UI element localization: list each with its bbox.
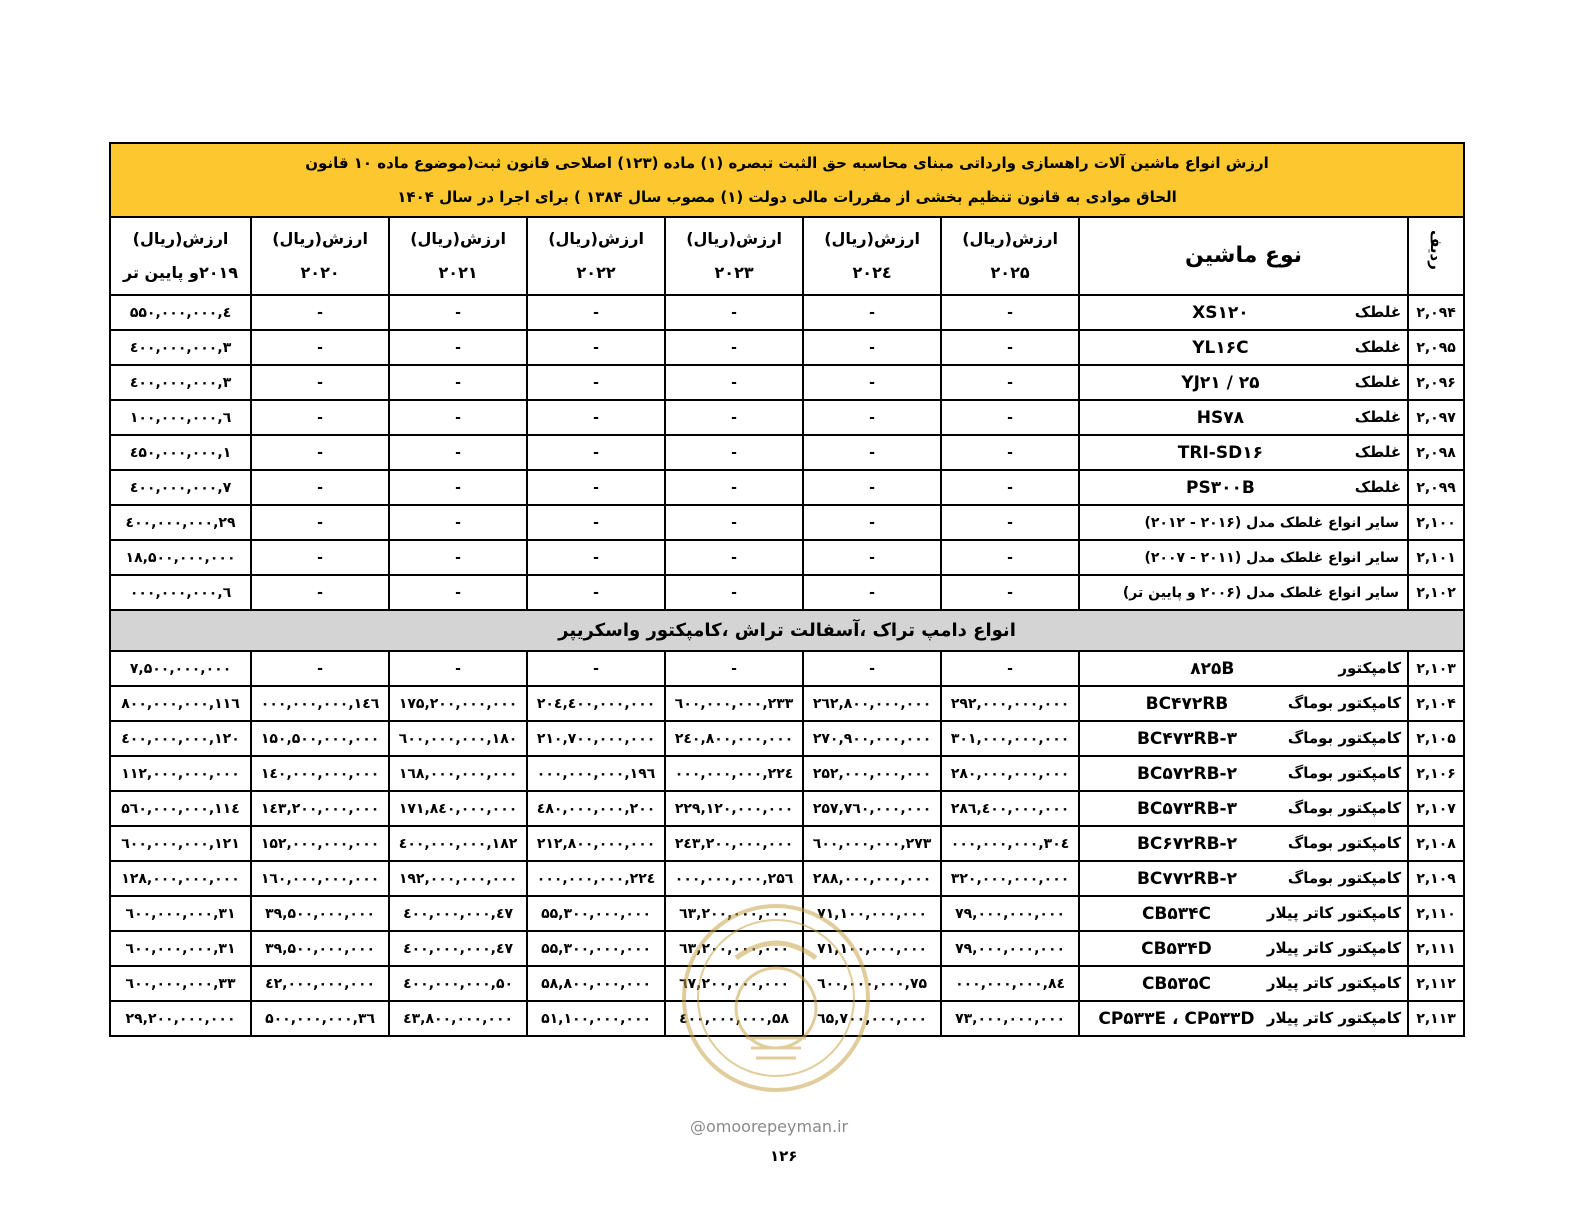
value-cell: - [941, 295, 1079, 330]
machine-cell [1079, 400, 1408, 435]
value-cell: - [389, 400, 527, 435]
header-year-2020: ارزش(ریال) ۲۰۲۰ [251, 217, 389, 295]
machine-model: CB۵۳۴D [1141, 938, 1212, 959]
value-cell: ٦۳,۲۰۰,۰۰۰,۰۰۰ [665, 896, 803, 931]
value-cell: - [665, 575, 803, 610]
value-cell: ٦۷,۲۰۰,۰۰۰,۰۰۰ [665, 966, 803, 1001]
machine-type: غلطک [1354, 477, 1402, 496]
value-cell: - [665, 295, 803, 330]
machine-model: BC۷۷۲RB-۲ [1136, 868, 1237, 889]
table-row [110, 651, 1464, 686]
machine-cell [1079, 330, 1408, 365]
value-cell: ٤۳,۸۰۰,۰۰۰,۰۰۰ [389, 1001, 527, 1036]
row-index: ۲,۱۱۰ [1408, 896, 1464, 931]
value-cell: ۳٦,۵۰۰,۰۰۰,۰۰۰ [251, 1001, 389, 1036]
value-cell: - [251, 470, 389, 505]
value-cell: ۲٤۰,۸۰۰,۰۰۰,۰۰۰ [665, 721, 803, 756]
value-cell: ۷۱,۱۰۰,۰۰۰,۰۰۰ [803, 896, 941, 931]
value-cell: ۲۱۲,۸۰۰,۰۰۰,۰۰۰ [527, 826, 665, 861]
machine-cell [1079, 966, 1408, 1001]
value-cell: ۷۱,۱۰۰,۰۰۰,۰۰۰ [803, 931, 941, 966]
value-cell: ۱۸۲,٤۰۰,۰۰۰,۰۰۰ [389, 826, 527, 861]
header-year-2024: ارزش(ریال) ۲۰۲٤ [803, 217, 941, 295]
value-cell: ۱۷۱,۸٤۰,۰۰۰,۰۰۰ [389, 791, 527, 826]
value-cell: ۳۱,٦۰۰,۰۰۰,۰۰۰ [110, 896, 251, 931]
value-cell: ۲۲٤,۰۰۰,۰۰۰,۰۰۰ [527, 861, 665, 896]
header-year-2021: ارزش(ریال) ۲۰۲۱ [389, 217, 527, 295]
value-cell: - [941, 435, 1079, 470]
row-index: ۲,۱۰۳ [1408, 651, 1464, 686]
table-body-rollers [110, 295, 1464, 610]
value-cell: ۱۱۲,۰۰۰,۰۰۰,۰۰۰ [110, 756, 251, 791]
valuation-table [109, 142, 1465, 1037]
value-cell: - [803, 365, 941, 400]
valuation-table-container [109, 142, 1463, 1037]
machine-model: ۸۲۵B [1190, 658, 1235, 679]
value-cell: ۱٤۳,۲۰۰,۰۰۰,۰۰۰ [251, 791, 389, 826]
value-cell: ٤۲,۰۰۰,۰۰۰,۰۰۰ [251, 966, 389, 1001]
value-cell: ٦,۰۰۰,۰۰۰,۰۰۰ [110, 575, 251, 610]
value-cell: - [941, 365, 1079, 400]
row-index: ۲,۰۹۵ [1408, 330, 1464, 365]
table-row [110, 931, 1464, 966]
value-cell: ۷,٤۰۰,۰۰۰,۰۰۰ [110, 470, 251, 505]
row-index: ۲,۱۰۰ [1408, 505, 1464, 540]
table-row [110, 861, 1464, 896]
row-index: ۲,۰۹۹ [1408, 470, 1464, 505]
value-cell: ۵۸,۸۰۰,۰۰۰,۰۰۰ [527, 966, 665, 1001]
value-cell: - [665, 470, 803, 505]
value-cell: ۲۰۰,٤۸۰,۰۰۰,۰۰۰ [527, 791, 665, 826]
value-cell: - [389, 575, 527, 610]
row-index: ۲,۱۱۲ [1408, 966, 1464, 1001]
table-row [110, 896, 1464, 931]
value-cell: ۷۹,۰۰۰,۰۰۰,۰۰۰ [941, 896, 1079, 931]
table-title [110, 143, 1464, 217]
value-cell: ٦۵,۷۰۰,۰۰۰,۰۰۰ [803, 1001, 941, 1036]
value-cell: ۱٤۰,۰۰۰,۰۰۰,۰۰۰ [251, 756, 389, 791]
value-cell: ۷,۵۰۰,۰۰۰,۰۰۰ [110, 651, 251, 686]
value-cell: ۱۷۵,۲۰۰,۰۰۰,۰۰۰ [389, 686, 527, 721]
table-row [110, 365, 1464, 400]
value-cell: - [389, 435, 527, 470]
value-cell: - [251, 505, 389, 540]
header-row-number: ردیف [1408, 217, 1464, 295]
value-cell: ۱٦۸,۰۰۰,۰۰۰,۰۰۰ [389, 756, 527, 791]
value-cell: ۲۷۰,۹۰۰,۰۰۰,۰۰۰ [803, 721, 941, 756]
value-cell: - [251, 651, 389, 686]
value-cell: ۲۱۰,۷۰۰,۰۰۰,۰۰۰ [527, 721, 665, 756]
machine-type: کامپکتور بوماگ [1287, 833, 1402, 852]
row-index: ۲,۰۹۸ [1408, 435, 1464, 470]
value-cell: ۷۳,۰۰۰,۰۰۰,۰۰۰ [941, 1001, 1079, 1036]
value-cell: - [251, 435, 389, 470]
value-cell: ۱٤٦,۰۰۰,۰۰۰,۰۰۰ [251, 686, 389, 721]
machine-cell: سایر انواع غلطک مدل (۲۰۰۶ و پایین تر) [1079, 575, 1408, 610]
value-cell: - [389, 651, 527, 686]
machine-cell: سایر انواع غلطک مدل (۲۰۱۱ - ۲۰۰۷) [1079, 540, 1408, 575]
machine-type: غلطک [1354, 372, 1402, 391]
table-row [110, 470, 1464, 505]
value-cell: ۲۹,٤۰۰,۰۰۰,۰۰۰ [110, 505, 251, 540]
value-cell: ۱,٤۵۰,۰۰۰,۰۰۰ [110, 435, 251, 470]
value-cell: - [389, 365, 527, 400]
value-cell: ۲۹۲,۰۰۰,۰۰۰,۰۰۰ [941, 686, 1079, 721]
row-index: ۲,۱۰۹ [1408, 861, 1464, 896]
value-cell: - [527, 651, 665, 686]
value-cell: - [803, 651, 941, 686]
machine-type: غلطک [1354, 302, 1402, 321]
machine-model: CB۵۳۴C [1141, 903, 1211, 924]
value-cell: - [803, 295, 941, 330]
value-cell: ۲۰٤,٤۰۰,۰۰۰,۰۰۰ [527, 686, 665, 721]
value-cell: ۲۹,۲۰۰,۰۰۰,۰۰۰ [110, 1001, 251, 1036]
machine-model: BC۶۷۲RB-۲ [1136, 833, 1237, 854]
machine-cell [1079, 435, 1408, 470]
value-cell: ۲۵۷,۷٦۰,۰۰۰,۰۰۰ [803, 791, 941, 826]
value-cell: - [389, 505, 527, 540]
row-index: ۲,۱۰۸ [1408, 826, 1464, 861]
value-cell: ۱۸۰,٦۰۰,۰۰۰,۰۰۰ [389, 721, 527, 756]
machine-type: کامپکتور بوماگ [1287, 728, 1402, 747]
machine-model: BC۴۷۲RB [1145, 693, 1229, 714]
value-cell: ۱۱٦,۸۰۰,۰۰۰,۰۰۰ [110, 686, 251, 721]
machine-cell [1079, 826, 1408, 861]
machine-type: کامپکتور بوماگ [1287, 693, 1402, 712]
value-cell: ٤,۵۵۰,۰۰۰,۰۰۰ [110, 295, 251, 330]
value-cell: ۲۸٦,٤۰۰,۰۰۰,۰۰۰ [941, 791, 1079, 826]
machine-model: BC۵۷۲RB-۲ [1136, 763, 1237, 784]
value-cell: ٤۷,٤۰۰,۰۰۰,۰۰۰ [389, 896, 527, 931]
table-row [110, 686, 1464, 721]
value-cell: - [389, 540, 527, 575]
value-cell: ۲۵۲,۰۰۰,۰۰۰,۰۰۰ [803, 756, 941, 791]
value-cell: ۳۹,۵۰۰,۰۰۰,۰۰۰ [251, 931, 389, 966]
value-cell: ۱۵۲,۰۰۰,۰۰۰,۰۰۰ [251, 826, 389, 861]
machine-model: TRI-SD۱۶ [1177, 442, 1263, 463]
value-cell: - [665, 365, 803, 400]
value-cell: ۱٦۰,۰۰۰,۰۰۰,۰۰۰ [251, 861, 389, 896]
value-cell: ۱۲۰,٤۰۰,۰۰۰,۰۰۰ [110, 721, 251, 756]
value-cell: ۷۹,۰۰۰,۰۰۰,۰۰۰ [941, 931, 1079, 966]
title-line-1: ارزش انواع ماشین آلات راهسازی وارداتی مبنای محاسبه حق الثبت تبصره (۱) ماده (۱۲۳) اصلاحی قانون ثبت(موضوع ماده ۱۰ قانون [305, 154, 1269, 172]
value-cell: ۱۹۲,۰۰۰,۰۰۰,۰۰۰ [389, 861, 527, 896]
value-cell: - [941, 330, 1079, 365]
page-number: ۱۲۶ [770, 1147, 798, 1165]
value-cell: ۳۰۱,۰۰۰,۰۰۰,۰۰۰ [941, 721, 1079, 756]
value-cell: - [665, 540, 803, 575]
header-year-2025: ارزش(ریال) ۲۰۲۵ [941, 217, 1079, 295]
value-cell: - [941, 651, 1079, 686]
machine-model: XS۱۲۰ [1192, 302, 1249, 323]
table-row [110, 505, 1464, 540]
value-cell: ۱۱٤,۵٦۰,۰۰۰,۰۰۰ [110, 791, 251, 826]
value-cell: ۷۵,٦۰۰,۰۰۰,۰۰۰ [803, 966, 941, 1001]
value-cell: - [803, 505, 941, 540]
header-machine-type: نوع ماشین [1079, 217, 1408, 295]
value-cell: - [527, 365, 665, 400]
value-cell: - [941, 505, 1079, 540]
value-cell: - [941, 470, 1079, 505]
machine-type: کامپکتور کاتر پیلار [1266, 903, 1402, 922]
machine-type: غلطک [1354, 407, 1402, 426]
machine-type: کامپکتور کاتر پیلار [1266, 938, 1402, 957]
value-cell: - [251, 400, 389, 435]
value-cell: - [803, 330, 941, 365]
row-index: ۲,۱۰۱ [1408, 540, 1464, 575]
table-row [110, 400, 1464, 435]
table-row [110, 1001, 1464, 1036]
machine-cell [1079, 931, 1408, 966]
value-cell: - [665, 505, 803, 540]
value-cell: - [527, 540, 665, 575]
machine-cell [1079, 651, 1408, 686]
value-cell: - [665, 330, 803, 365]
value-cell: - [665, 400, 803, 435]
machine-model: CP۵۳۳E ، CP۵۳۳D [1098, 1008, 1255, 1029]
table-row [110, 966, 1464, 1001]
value-cell: ۲۳۳,٦۰۰,۰۰۰,۰۰۰ [665, 686, 803, 721]
value-cell: ۲٦۲,۸۰۰,۰۰۰,۰۰۰ [803, 686, 941, 721]
value-cell: ۸٤,۰۰۰,۰۰۰,۰۰۰ [941, 966, 1079, 1001]
value-cell: - [389, 470, 527, 505]
value-cell: - [941, 540, 1079, 575]
value-cell: - [803, 470, 941, 505]
table-row [110, 435, 1464, 470]
value-cell: ۱۲۸,۰۰۰,۰۰۰,۰۰۰ [110, 861, 251, 896]
machine-type: غلطک [1354, 442, 1402, 461]
machine-cell [1079, 756, 1408, 791]
value-cell: - [941, 400, 1079, 435]
value-cell: - [389, 330, 527, 365]
table-body-compactors [110, 651, 1464, 1036]
table-row [110, 756, 1464, 791]
value-cell: ٤۷,٤۰۰,۰۰۰,۰۰۰ [389, 931, 527, 966]
value-cell: ۳۹,۵۰۰,۰۰۰,۰۰۰ [251, 896, 389, 931]
header-row [110, 217, 1464, 295]
machine-cell [1079, 686, 1408, 721]
machine-type: غلطک [1354, 337, 1402, 356]
table-row [110, 826, 1464, 861]
value-cell: - [527, 575, 665, 610]
value-cell: ۳,٤۰۰,۰۰۰,۰۰۰ [110, 330, 251, 365]
machine-type: کامپکتور کاتر پیلار [1266, 1008, 1402, 1027]
row-index: ۲,۰۹۷ [1408, 400, 1464, 435]
value-cell: - [803, 575, 941, 610]
header-year-2023: ارزش(ریال) ۲۰۲۳ [665, 217, 803, 295]
table-row [110, 540, 1464, 575]
value-cell: - [803, 400, 941, 435]
machine-model: BC۴۷۳RB-۳ [1136, 728, 1237, 749]
value-cell: - [803, 540, 941, 575]
value-cell: - [527, 470, 665, 505]
machine-cell: سایر انواع غلطک مدل (۲۰۱۶ - ۲۰۱۲) [1079, 505, 1408, 540]
value-cell: ۲۲۹,۱۲۰,۰۰۰,۰۰۰ [665, 791, 803, 826]
value-cell: - [251, 540, 389, 575]
row-index: ۲,۱۱۳ [1408, 1001, 1464, 1036]
value-cell: ۵۱,۱۰۰,۰۰۰,۰۰۰ [527, 1001, 665, 1036]
machine-type: کامپکتور کاتر پیلار [1266, 973, 1402, 992]
title-line-2: الحاق موادی به قانون تنظیم بخشی از مقررات مالی دولت (۱) مصوب سال ۱۳۸۴ ) برای اجرا در سال ۱۴۰۴ [397, 188, 1177, 206]
value-cell: - [527, 330, 665, 365]
table-row [110, 330, 1464, 365]
machine-model: CB۵۳۵C [1141, 973, 1211, 994]
value-cell: ۱۵۰,۵۰۰,۰۰۰,۰۰۰ [251, 721, 389, 756]
value-cell: ۳۳,٦۰۰,۰۰۰,۰۰۰ [110, 966, 251, 1001]
machine-type: کامپکتور بوماگ [1287, 798, 1402, 817]
value-cell: ۳,٤۰۰,۰۰۰,۰۰۰ [110, 365, 251, 400]
value-cell: ۵۸,٤۰۰,۰۰۰,۰۰۰ [665, 1001, 803, 1036]
machine-type: کامپکتور بوماگ [1287, 763, 1402, 782]
value-cell: ۲۸۸,۰۰۰,۰۰۰,۰۰۰ [803, 861, 941, 896]
value-cell: - [251, 330, 389, 365]
machine-cell [1079, 470, 1408, 505]
machine-type: کامپکتور بوماگ [1287, 868, 1402, 887]
row-index: ۲,۱۱۱ [1408, 931, 1464, 966]
machine-model: BC۵۷۳RB-۳ [1136, 798, 1237, 819]
value-cell: - [527, 400, 665, 435]
value-cell: - [251, 365, 389, 400]
value-cell: ۱۹٦,۰۰۰,۰۰۰,۰۰۰ [527, 756, 665, 791]
value-cell: ۵۵,۳۰۰,۰۰۰,۰۰۰ [527, 896, 665, 931]
machine-model: YJ۲۱ / ۲۵ [1181, 372, 1260, 393]
value-cell: ۲۷۳,٦۰۰,۰۰۰,۰۰۰ [803, 826, 941, 861]
value-cell: ٦۳,۲۰۰,۰۰۰,۰۰۰ [665, 931, 803, 966]
machine-cell [1079, 721, 1408, 756]
header-year-2019-and-below: ارزش(ریال) ۲۰۱۹و پایین تر [110, 217, 251, 295]
value-cell: - [527, 505, 665, 540]
value-cell: ۵۵,۳۰۰,۰۰۰,۰۰۰ [527, 931, 665, 966]
row-index: ۲,۱۰۲ [1408, 575, 1464, 610]
value-cell: - [251, 295, 389, 330]
value-cell: - [803, 435, 941, 470]
machine-cell [1079, 896, 1408, 931]
value-cell: ۱۸,۵۰۰,۰۰۰,۰۰۰ [110, 540, 251, 575]
machine-cell [1079, 791, 1408, 826]
value-cell: ۲۵٦,۰۰۰,۰۰۰,۰۰۰ [665, 861, 803, 896]
row-index: ۲,۱۰۴ [1408, 686, 1464, 721]
machine-type: کامپکتور [1338, 658, 1402, 677]
value-cell: ۲۸۰,۰۰۰,۰۰۰,۰۰۰ [941, 756, 1079, 791]
machine-model: HS۷۸ [1196, 407, 1244, 428]
table-row [110, 575, 1464, 610]
value-cell: ۳۲۰,۰۰۰,۰۰۰,۰۰۰ [941, 861, 1079, 896]
machine-model: YL۱۶C [1192, 337, 1249, 358]
section-title: انواع دامپ تراک ،آسفالت تراش ،کامپکتور واسکریپر [110, 610, 1464, 651]
value-cell: ۱۲۱,٦۰۰,۰۰۰,۰۰۰ [110, 826, 251, 861]
machine-cell [1079, 861, 1408, 896]
value-cell: - [527, 295, 665, 330]
value-cell: ۵۰,٤۰۰,۰۰۰,۰۰۰ [389, 966, 527, 1001]
section-header [110, 610, 1464, 651]
table-row [110, 295, 1464, 330]
value-cell: - [251, 575, 389, 610]
value-cell: - [665, 651, 803, 686]
row-index: ۲,۰۹۶ [1408, 365, 1464, 400]
value-cell: ۳۰٤,۰۰۰,۰۰۰,۰۰۰ [941, 826, 1079, 861]
header-year-2022: ارزش(ریال) ۲۰۲۲ [527, 217, 665, 295]
row-index: ۲,۱۰۶ [1408, 756, 1464, 791]
table-row [110, 791, 1464, 826]
machine-model: PS۳۰۰B [1185, 477, 1255, 498]
value-cell: - [527, 435, 665, 470]
row-index: ۲,۱۰۷ [1408, 791, 1464, 826]
value-cell: ۲٤۳,۲۰۰,۰۰۰,۰۰۰ [665, 826, 803, 861]
table-row [110, 721, 1464, 756]
machine-cell [1079, 295, 1408, 330]
row-index: ۲,۱۰۵ [1408, 721, 1464, 756]
value-cell: ٦,۱۰۰,۰۰۰,۰۰۰ [110, 400, 251, 435]
value-cell: - [389, 295, 527, 330]
machine-cell [1079, 365, 1408, 400]
value-cell: - [665, 435, 803, 470]
footer-website: @omoorepeyman.ir [690, 1117, 849, 1136]
value-cell: ۲۲٤,۰۰۰,۰۰۰,۰۰۰ [665, 756, 803, 791]
value-cell: - [941, 575, 1079, 610]
machine-cell [1079, 1001, 1408, 1036]
row-index: ۲,۰۹۴ [1408, 295, 1464, 330]
value-cell: ۳۱,٦۰۰,۰۰۰,۰۰۰ [110, 931, 251, 966]
